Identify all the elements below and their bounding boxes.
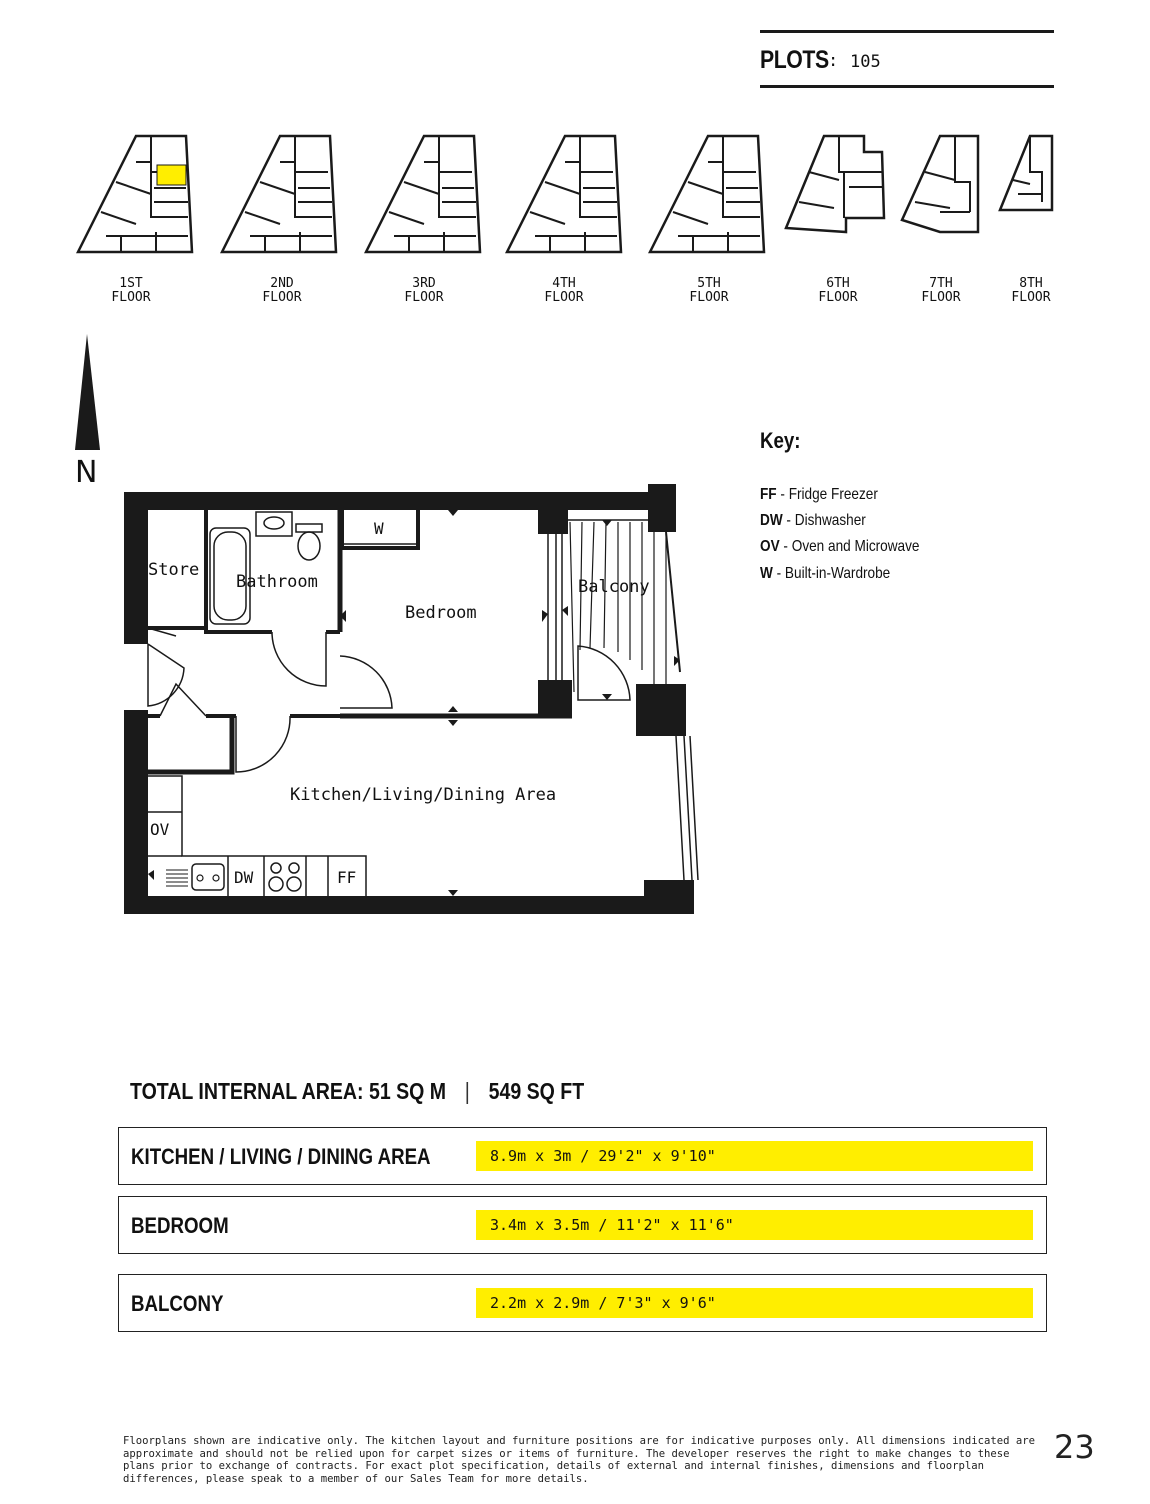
dimension-row-bedroom <box>118 1196 1047 1254</box>
page-number: 23 <box>1054 1428 1095 1466</box>
label-oven: OV <box>150 820 170 839</box>
floor-label-3: 3RD FLOOR <box>404 276 444 305</box>
dimension-name: KITCHEN / LIVING / DINING AREA <box>131 1144 431 1169</box>
north-label: N <box>75 455 98 490</box>
room-label-balcony: Balcony <box>578 577 650 597</box>
total-area-sqm: TOTAL INTERNAL AREA: 51 SQ M <box>130 1078 447 1104</box>
dimension-name: BALCONY <box>131 1291 224 1316</box>
plots-value: 105 <box>850 52 881 72</box>
dimension-row-kitchen <box>118 1127 1047 1185</box>
floor-label-2: 2ND FLOOR <box>262 276 302 305</box>
room-label-bedroom: Bedroom <box>405 603 477 623</box>
total-internal-area <box>130 1078 584 1105</box>
label-dishwasher: DW <box>234 868 254 887</box>
floor-label-4: 4TH FLOOR <box>544 276 584 305</box>
floor-label-5: 5TH FLOOR <box>689 276 729 305</box>
floor-label-7: 7TH FLOOR <box>921 276 961 305</box>
floor-label-6: 6TH FLOOR <box>818 276 858 305</box>
dimension-value: 8.9m x 3m / 29'2" x 9'10" <box>476 1141 1033 1171</box>
key-item-dw: DW - Dishwasher <box>760 512 866 529</box>
floor-label-1: 1ST FLOOR <box>111 276 151 305</box>
dimension-row-balcony <box>118 1274 1047 1332</box>
room-label-bathroom: Bathroom <box>236 572 318 592</box>
label-fridge: FF <box>337 868 357 887</box>
room-label-kitchen: Kitchen/Living/Dining Area <box>290 785 557 805</box>
plots-colon: : <box>828 51 839 71</box>
total-area-sqft: 549 SQ FT <box>488 1078 585 1104</box>
key-item-ov: OV - Oven and Microwave <box>760 538 920 555</box>
dimension-value: 3.4m x 3.5m / 11'2" x 11'6" <box>476 1210 1033 1240</box>
label-wardrobe: W <box>374 519 384 538</box>
key-item-ff: FF - Fridge Freezer <box>760 486 878 503</box>
disclaimer: Floorplans shown are indicative only. The kitchen layout and furniture positions are for indicative purposes only. All dimensions indicated are approximate and should not be relied upon for carpet sizes or items of furniture. The developer reserves the right to make changes to these plans prior to exchange of contracts. For exact plot specification, details of external and internal finishes, dimensions and floorplan differences, please speak to a member of our Sales Team for more details. <box>123 1435 1036 1485</box>
key-item-w: W - Built-in-Wardrobe <box>760 565 891 582</box>
key-title: Key: <box>760 428 801 453</box>
plots-label: PLOTS <box>760 46 829 74</box>
dimension-value: 2.2m x 2.9m / 7'3" x 9'6" <box>476 1288 1033 1318</box>
total-area-separator: | <box>464 1078 470 1104</box>
room-label-store: Store <box>148 560 200 580</box>
dimension-name: BEDROOM <box>131 1213 229 1238</box>
floor-label-8: 8TH FLOOR <box>1011 276 1051 305</box>
